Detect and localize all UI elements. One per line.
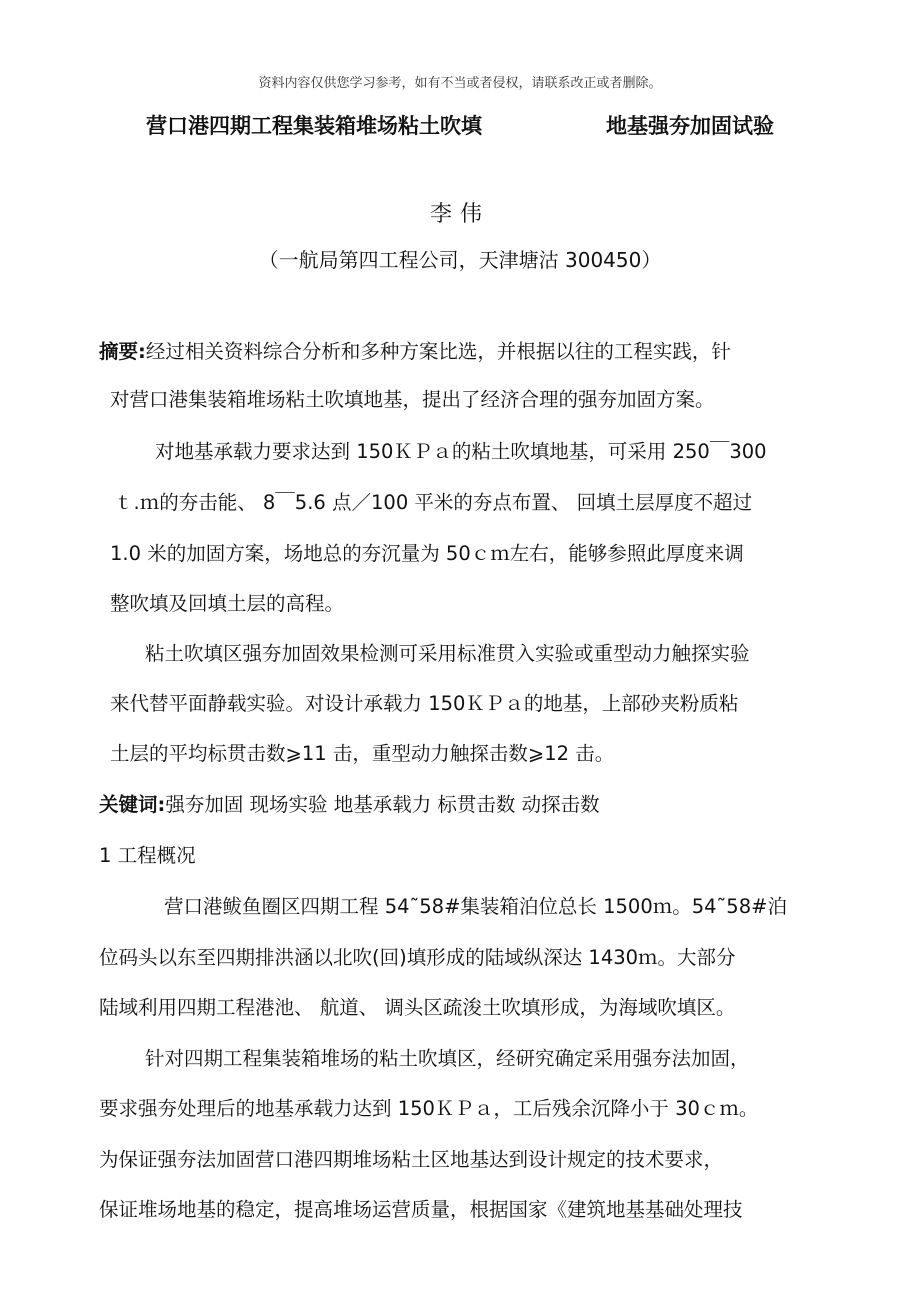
section-1-line-3: 陆域利用四期工程港池、 航道、 调头区疏浚土吹填形成，为海域吹填区。 — [99, 996, 736, 1019]
abstract-line-4: ｔ.ｍ的夯击能、 8￣5.6 点／100 平米的夯点布置、 回填土层厚度不超过 — [114, 491, 753, 514]
author-name: 李伟 — [429, 202, 490, 227]
author-affiliation: （一航局第四工程公司，天津塘沽 300450） — [258, 248, 662, 272]
abstract-line-2: 对营口港集装箱堆场粘土吹填地基，提出了经济合理的强夯加固方案。 — [110, 388, 715, 411]
abstract-line-5: 1.0 米的加固方案，场地总的夯沉量为 50ｃｍ左右，能够参照此厚度来调 — [110, 542, 744, 565]
title-part-2: 地基强夯加固试验 — [606, 114, 774, 138]
abstract-label: 摘要: — [99, 340, 146, 363]
section-1-line-6: 为保证强夯法加固营口港四期堆场粘土区地基达到设计规定的技术要求， — [99, 1148, 724, 1171]
abstract-line-7: 粘土吹填区强夯加固效果检测可采用标准贯入实验或重型动力触探实验 — [145, 642, 750, 665]
abstract-line-3: 对地基承载力要求达到 150ＫＰａ的粘土吹填地基，可采用 250￣300 — [155, 440, 767, 463]
section-1-line-2: 位码头以东至四期排洪涵以北吹(回)填形成的陆域纵深达 1430ｍ。大部分 — [99, 946, 736, 969]
abstract-line-9: 土层的平均标贯击数⩾11 击，重型动力触探击数⩾12 击。 — [110, 742, 615, 765]
abstract-line-8: 来代替平面静载实验。对设计承载力 150ＫＰａ的地基，上部砂夹粉质粘 — [110, 692, 739, 715]
abstract-line-1: 摘要:经过相关资料综合分析和多种方案比选，并根据以往的工程实践，针 — [99, 340, 731, 363]
section-1-line-1: 营口港鲅鱼圈区四期工程 54˜58#集装箱泊位总长 1500ｍ。54˜58#泊 — [164, 895, 787, 918]
title-part-1: 营口港四期工程集装箱堆场粘土吹填 — [146, 114, 482, 138]
section-1-line-5: 要求强夯处理后的地基承载力达到 150ＫＰａ，工后残余沉降小于 30ｃｍ。 — [99, 1097, 759, 1120]
section-1-heading: 1 工程概况 — [99, 844, 196, 867]
section-1-line-4: 针对四期工程集装箱堆场的粘土吹填区，经研究确定采用强夯法加固， — [145, 1047, 750, 1070]
copyright-notice: 资料内容仅供您学习参考，如有不当或者侵权，请联系改正或者删除。 — [258, 76, 662, 91]
keywords-label: 关键词: — [99, 793, 166, 816]
section-1-line-7: 保证堆场地基的稳定，提高堆场运营质量，根据国家《建筑地基基础处理技 — [99, 1198, 743, 1221]
page-title — [0, 110, 920, 140]
keywords-line — [99, 789, 600, 817]
keywords-text: 强夯加固 现场实验 地基承载力 标贯击数 动探击数 — [165, 793, 600, 816]
abstract-line-6: 整吹填及回填土层的高程。 — [110, 592, 345, 615]
